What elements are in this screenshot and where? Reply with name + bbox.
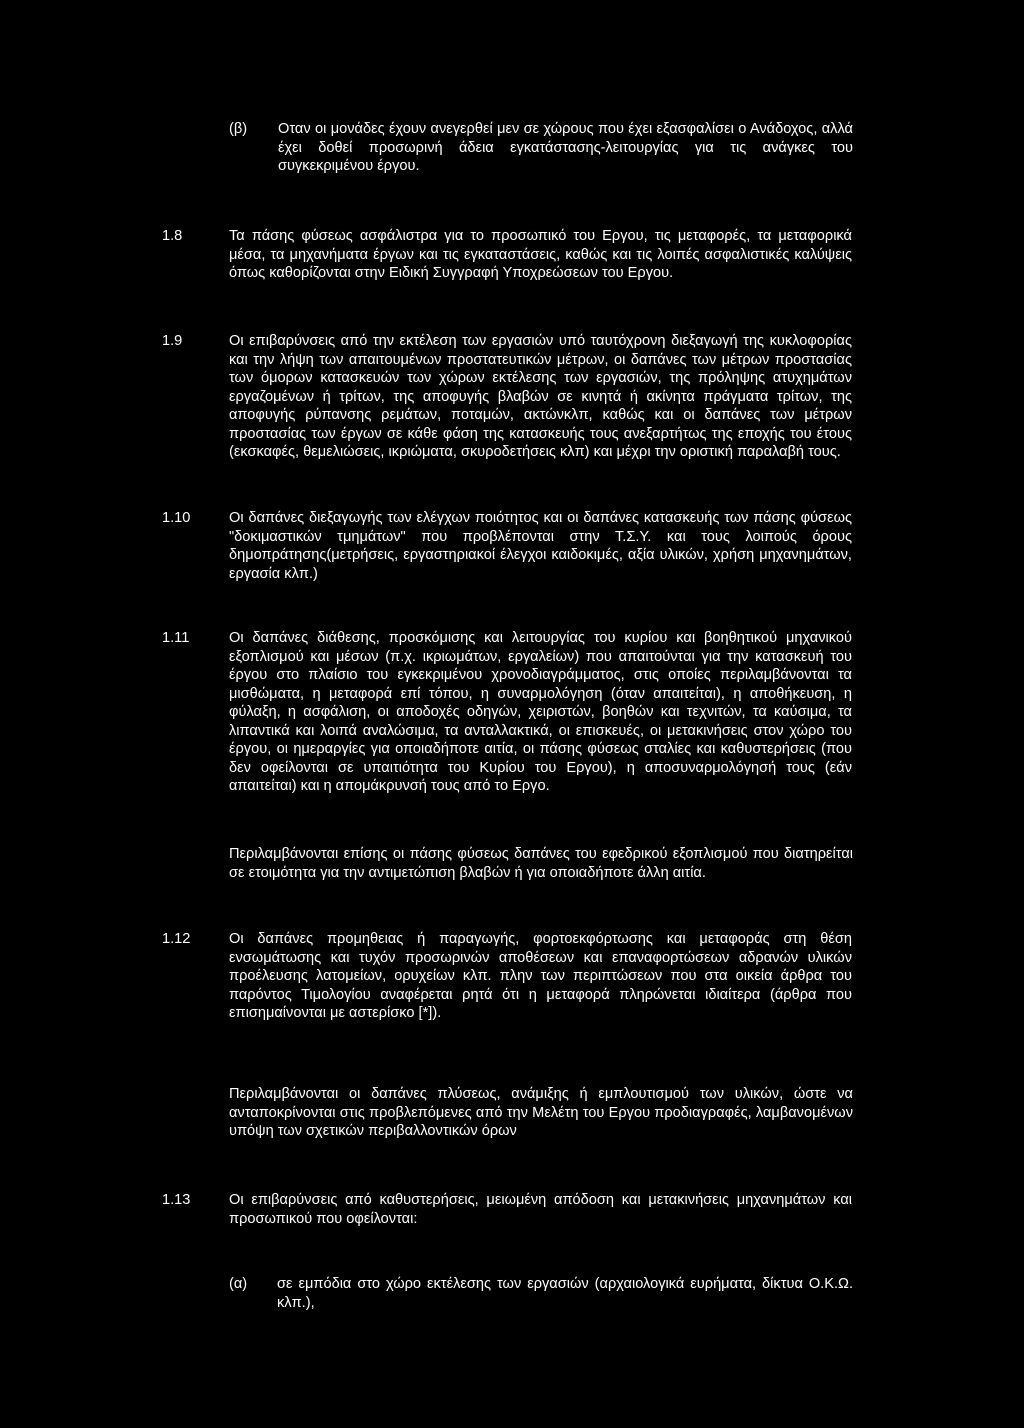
section-number: 1.13 (162, 1192, 191, 1208)
subitem-label: (β) (229, 121, 248, 137)
subitem-text: Οταν οι μονάδες έχουν ανεγερθεί μεν σε χώρους που έχει εξασφαλίσει ο Ανάδοχος, αλλά έχει δοθεί προσωρινή άδεια εγκατάστασης-λειτουργίας για τις ανάγκες του συγκεκριμένου έργου. (278, 121, 853, 174)
section-number: 1.12 (162, 931, 191, 947)
section-1-10 (162, 509, 862, 583)
section-number: 1.8 (162, 228, 183, 244)
subitem-label: (α) (229, 1276, 248, 1292)
section-text: Οι δαπάνες διάθεσης, προσκόμισης και λειτουργίας του κυρίου και βοηθητικού μηχανικού εξοπλισμού και μέσων (π.χ. ικριωμάτων, εργαλείων) που απαιτούνται για την κατασκευή του έργου στο πλαίσιο του εγκεκριμένου χρονοδιαγράμματος, στις οποίες περιλαμβάνονται τα μισθώματα, η μεταφορά επί τόπου, η συναρμολόγηση (όταν απαιτείται), η αποθήκευση, η φύλαξη, η ασφάλιση, οι αποδοχές οδηγών, χειριστών, βοηθών και τεχνιτών, τα καύσιμα, τα λιπαντικά και λοιπά αναλώσιμα, τα ανταλλακτικά, οι επισκευές, οι μετακινήσεις στον χώρο του έργου, οι ημεραργίες για οποιαδήποτε αιτία, οι πάσης φύσεως σταλίες και καθυστερήσεις (που δεν οφείλονται σε υπαιτιότητα του Κυρίου του Εργου), η αποσυναρμολόγησή τους (εάν απαιτείται) και η απομάκρυνσή τους από το Εργο. (229, 630, 852, 794)
section-1-11 (162, 629, 862, 796)
section-1-11-extra: Περιλαμβάνονται επίσης οι πάσης φύσεως δαπάνες του εφεδρικού εξοπλισμού που διατηρείται σε ετοιμότητα για την αντιμετώπιση βλαβών ή για οποιαδήποτε άλλη αιτία. (229, 846, 853, 881)
section-text: Τα πάσης φύσεως ασφάλιστρα για το προσωπικό του Εργου, τις μεταφορές, τα μεταφορικά μέσα, τα μηχανήματα έργων και τις εγκαταστάσεις, καθώς και τις λοιπές ασφαλιστικές καλύψεις όπως καθορίζονται στην Ειδική Συγγραφή Υποχρεώσεων του Εργου. (229, 228, 852, 281)
section-text: Οι δαπάνες διεξαγωγής των ελέγχων ποιότητος και οι δαπάνες κατασκευής των πάσης φύσεως "δοκιμαστικών τμημάτων" που προβλέπονται στην Τ.Σ.Υ. και τους λοιπούς όρους δημοπράτησης(μετρήσεις, εργαστηριακοί έλεγχοι καιδοκιμές, αξία υλικών, χρήση μηχανημάτων, εργασία κλπ.) (229, 510, 852, 582)
section-1-12-extra: Περιλαμβάνονται οι δαπάνες πλύσεως, ανάμιξης ή εμπλουτισμού των υλικών, ώστε να ανταποκρίνονται στις προβλεπόμενες από την Μελέτη του Εργου προδιαγραφές, λαμβανομένων υπόψη των σχετικών περιβαλλοντικών όρων (229, 1086, 853, 1139)
subitem-alpha (229, 1275, 853, 1312)
section-text: Οι επιβαρύνσεις από καθυστερήσεις, μειωμένη απόδοση και μετακινήσεις μηχανημάτων και προσωπικού που οφείλονται: (229, 1192, 852, 1227)
section-1-9 (162, 332, 862, 462)
section-1-13 (162, 1191, 862, 1228)
section-text: Οι δαπάνες προμηθειας ή παραγωγής, φορτοεκφόρτωσης και μεταφοράς στη θέση ενσωμάτωσης και τυχόν προσωρινών αποθέσεων και επαναφορτώσεων αδρανών υλικών προέλευσης λατομείων, ορυχείων κλπ. πλην των περιπτώσεων που στα οικεία άρθρα του παρόντος Τιμολογίου αναφέρεται ρητά ότι η μεταφορά πληρώνεται ιδιαίτερα (άρθρα που επισημαίνονται με αστερίσκο [*]). (229, 931, 852, 1021)
section-number: 1.11 (162, 630, 190, 646)
section-text: Οι επιβαρύνσεις από την εκτέλεση των εργασιών υπό ταυτόχρονη διεξαγωγή της κυκλοφορίας και την λήψη των απαιτουμένων προστατευτικών μέτρων, οι δαπάνες των μέτρων προστασίας των όμορων κατασκευών των χώρων εκτέλεσης των εργασιών, της πρόληψης ατυχημάτων εργαζομένων ή τρίτων, της αποφυγής βλαβών σε κινητά ή ακίνητα πράγματα τρίτων, της αποφυγής ρύπανσης ρεμάτων, ποταμών, ακτώνκλπ, καθώς και οι δαπάνες των μέτρων προστασίας των έργων σε κάθε φάση της κατασκευής τους ανεξαρτήτως της εποχής του έτους (εκσκαφές, θεμελιώσεις, ικριώματα, σκυροδετήσεις κλπ) και μέχρι την οριστική παραλαβή τους. (229, 333, 852, 460)
section-1-12 (162, 930, 862, 1023)
section-number: 1.10 (162, 510, 191, 526)
subitem-text: σε εμπόδια στο χώρο εκτέλεσης των εργασιών (αρχαιολογικά ευρήματα, δίκτυα Ο.Κ.Ω. κλπ.), (277, 1276, 853, 1311)
subitem-beta (229, 120, 853, 176)
section-number: 1.9 (162, 333, 183, 349)
section-1-8 (162, 227, 862, 283)
